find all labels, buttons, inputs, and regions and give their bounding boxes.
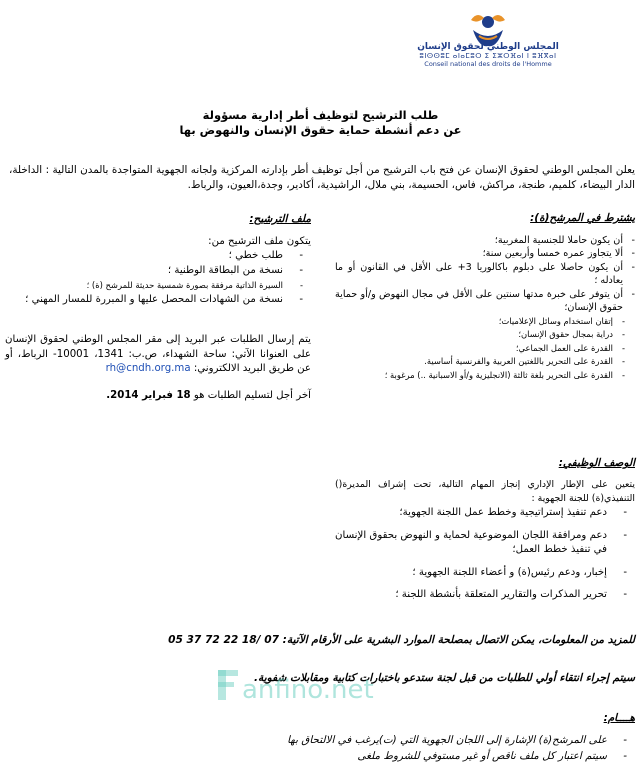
send-instructions — [5, 333, 311, 377]
anfino-watermark — [210, 660, 410, 710]
logo-caption — [413, 42, 563, 68]
list-item: - إتقان استخدام وسائل الإعلاميات؛ — [335, 315, 625, 329]
list-item: - طلب خطي ؛ — [5, 249, 311, 264]
list-item: - القدرة على التحرير بلغة ثالثة (الانجليزية و/أو الاسبانية ..) مرغوبة ؛ — [335, 369, 625, 383]
deadline-prefix: آخر أجل لتسليم الطلبات هو — [193, 389, 311, 401]
logo-name-french: Conseil national des droits de l'Homme — [424, 60, 552, 68]
intro-paragraph: يعلن المجلس الوطني لحقوق الإنسان عن فتح باب الترشيح من أجل توظيف أطر بإدارته المركزية ولجانه الجهوية المتواجدة بالمدن التالية : الداخلة، الدار البيضاء، كلميم، طنجة، مراكش، فاس، الحسيمة، بني ملال، الراشيدية، أكادير، وجدة،العيون، والرباط. — [9, 164, 635, 191]
list-item: - دعم ومرافقة اللجان الموضوعية لحماية و النهوض بحقوق الإنسان في تنفيذ خطط العمل؛ — [335, 529, 635, 558]
list-item: - تحرير المذكرات والتقارير المتعلقة بأنشطة اللجنة ؛ — [335, 588, 635, 603]
list-item: - أن يكون حاملا للجنسية المغربية؛ — [335, 234, 635, 248]
job-tasks-list — [335, 506, 635, 603]
requirements-heading: يشترط في المرشح(ة): — [530, 212, 635, 224]
contact-info — [6, 634, 635, 646]
list-item: - نسخة من الشهادات المحصل عليها و المبررة للمسار المهني ؛ — [5, 293, 311, 308]
requirements-section — [335, 212, 635, 382]
file-heading: ملف الترشيح: — [249, 213, 311, 225]
watermark-text: anfino.net — [242, 675, 374, 705]
list-item: - دعم تنفيذ إستراتيجية وخطط عمل اللجنة الجهوية؛ — [335, 506, 635, 521]
file-items-list — [5, 249, 311, 307]
notes-list — [9, 732, 635, 764]
job-heading: الوصف الوظيفي: — [558, 457, 635, 469]
file-lead: يتكون ملف الترشيح من: — [208, 235, 311, 247]
document-title — [0, 108, 641, 138]
list-item: - القدرة على التحرير باللغتين العربية والفرنسية أساسية. — [335, 355, 625, 369]
logo-name-arabic: المجلس الوطني لحقوق الإنسان — [417, 42, 559, 52]
list-item: - سيتم اعتبار كل ملف ناقص أو غير مستوفي للشروط ملغى — [9, 748, 635, 764]
deadline — [5, 389, 311, 404]
email-link[interactable]: rh@cndh.org.ma — [105, 363, 191, 374]
deadline-date: 18 فبراير 2014. — [106, 389, 191, 401]
job-lead: يتعين على الإطار الإداري إنجاز المهام التالية، تحت إشراف المديرة() التنفيذي(ة) للجنة الجهوية : — [335, 479, 635, 504]
requirements-list — [335, 234, 635, 315]
contact-phones: 07 /18 22 72 37 05 — [168, 634, 279, 646]
title-line-2: عن دعم أنشطة حماية حقوق الإنسان والنهوض بها — [179, 123, 462, 137]
contact-text: للمزيد من المعلومات، يمكن الاتصال بمصلحة الموارد البشرية على الأرقام الآتية: — [282, 634, 635, 646]
job-description-section — [335, 456, 635, 603]
list-item: - على المرشح(ة) الإشارة إلى اللجان الجهوية التي (ت)يرغب في الالتحاق بها — [9, 732, 635, 748]
list-item: - السيرة الذاتية مرفقة بصورة شمسية حديثة للمرشح (ة) ؛ — [5, 278, 311, 293]
list-item: - أن يكون حاصلا على دبلوم باكالوريا 3+ على الأقل في القانون أو ما يعادله ؛ — [335, 261, 635, 288]
list-item: - نسخة من البطاقة الوطنية ؛ — [5, 264, 311, 279]
skills-list — [335, 315, 635, 383]
list-item: - دراية بمجال حقوق الإنسان؛ — [335, 328, 625, 342]
list-item: - ألا يتجاوز عمره خمسا وأربعين سنة؛ — [335, 247, 635, 261]
important-notes — [9, 710, 635, 764]
logo-name-tamazight: ⵓⵏⵙⵙⵓⵎ ⴰⵏⴰⵎⵓⵔ ⵉ ⵉⵣⵔⴼⴰⵏ ⵏ ⵓⴼⴳⴰⵏ — [419, 52, 557, 60]
send-text: يتم إرسال الطلبات عبر البريد إلى مقر المجلس الوطني لحقوق الإنسان على العنوانا الآتي: ساحة الشهداء، ص.ب: 1341، 10001- الرباط، أو عن طريق البريد الالكتروني: — [5, 334, 311, 374]
title-line-1: طلب الترشيح لتوظيف أطر إدارية مسؤولة — [202, 108, 439, 122]
list-item: - أن يتوفر على خبرة مدتها سنتين على الأقل في مجال النهوض و/أو حماية حقوق الإنسان؛ — [335, 288, 635, 315]
application-file-section — [5, 212, 311, 403]
notes-heading: هــــام: — [603, 712, 635, 724]
list-item: - إخبار، ودعم رئيس(ة) و أعضاء اللجنة الجهوية ؛ — [335, 566, 635, 581]
selection-info: سيتم إجراء انتقاء أولي للطلبات من قبل لجنة ستدعو باختبارات كتابية ومقابلات شفوية. — [254, 672, 635, 684]
list-item: - القدرة على العمل الجماعي؛ — [335, 342, 625, 356]
